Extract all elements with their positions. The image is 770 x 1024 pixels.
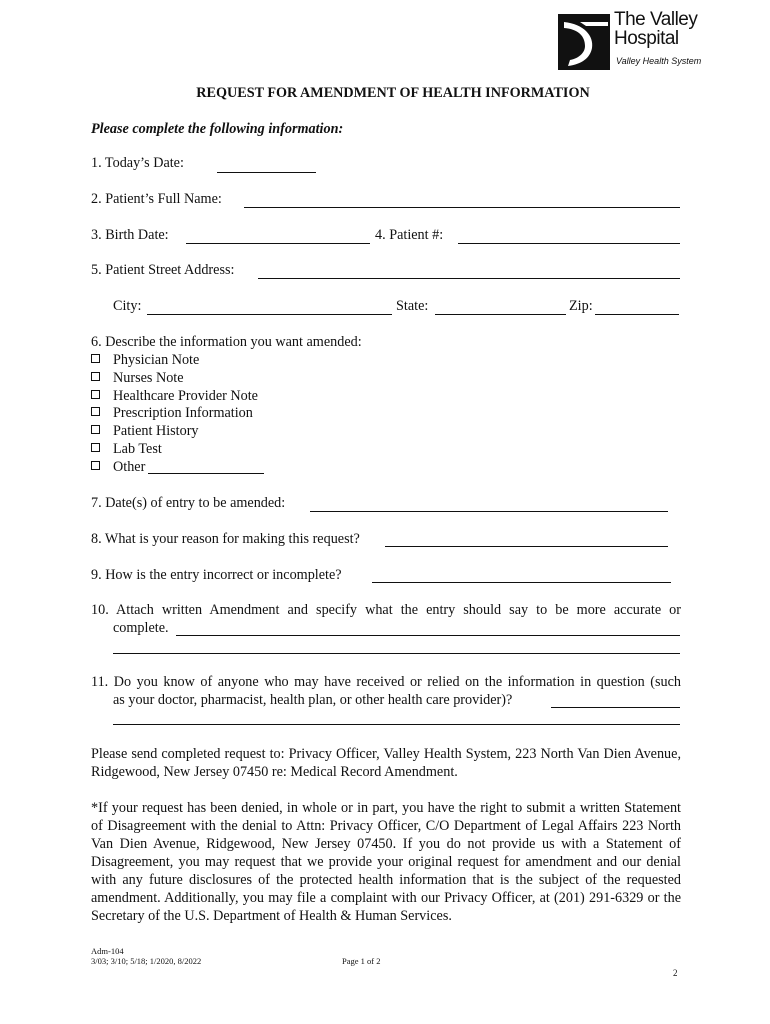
incorrect-field[interactable] [372, 582, 671, 583]
city-label: City: [113, 298, 142, 314]
checkbox[interactable] [91, 354, 100, 363]
others-relied-field-1[interactable] [551, 707, 680, 708]
logo-line-2: Hospital [614, 28, 679, 49]
form-id: Adm-104 [91, 946, 124, 956]
others-relied-label-2: as your doctor, pharmacist, health plan, or other health care provider)? [113, 692, 513, 708]
street-address-field[interactable] [258, 278, 680, 279]
list-item[interactable]: Physician Note [91, 352, 258, 370]
street-address-label: 5. Patient Street Address: [91, 262, 235, 278]
list-item[interactable]: Lab Test [91, 441, 258, 459]
checkbox[interactable] [91, 461, 100, 470]
reason-field[interactable] [385, 546, 668, 547]
reason-label: 8. What is your reason for making this request? [91, 531, 360, 547]
amendment-field-2[interactable] [113, 653, 680, 654]
entry-dates-field[interactable] [310, 511, 668, 512]
state-field[interactable] [435, 314, 566, 315]
patient-name-label: 2. Patient’s Full Name: [91, 191, 222, 207]
checkbox[interactable] [91, 407, 100, 416]
logo-line-3: Valley Health System [616, 56, 702, 66]
page-number: 2 [673, 968, 678, 978]
others-relied-label: 11. Do you know of anyone who may have received or relied on the information in question (such [91, 674, 681, 690]
denial-notice-paragraph: *If your request has been denied, in whole or in part, you have the right to submit a written Statement of Disagreement with the denial to Attn: Privacy Officer, C/O Department of Legal Affairs 223 North Van Dien Avenue, Ridgewood, New Jersey 07450. If you do not provide us with a Statement of Disagreement, you may request that we provide your original request for amendment and our denial with any future disclosures of the protected health information that is the subject of the requested amendment. Additionally, you may file a complaint with our Privacy Officer, at (201) 291-6329 or the Secretary of the U.S. Department of Health & Human Services. [91, 800, 681, 924]
patient-number-field[interactable] [458, 243, 680, 244]
city-field[interactable] [147, 314, 392, 315]
page-title: REQUEST FOR AMENDMENT OF HEALTH INFORMATION [196, 85, 590, 101]
revision-dates: 3/03; 3/10; 5/18; 1/2020, 8/2022 [91, 956, 202, 966]
birth-date-field[interactable] [186, 243, 370, 244]
complete-label: complete. [113, 620, 169, 636]
logo-line-1: The Valley [614, 9, 698, 30]
checkbox[interactable] [91, 443, 100, 452]
attach-amendment-label: 10. Attach written Amendment and specify what the entry should say to be more accurate or [91, 602, 681, 618]
list-item[interactable]: Other [91, 459, 258, 477]
incorrect-label: 9. How is the entry incorrect or incomplete? [91, 567, 342, 583]
others-relied-field-2[interactable] [113, 724, 680, 725]
send-to-paragraph: Please send completed request to: Privacy Officer, Valley Health System, 223 North Van Dien Avenue, Ridgewood, New Jersey 07450 re: Medical Record Amendment. [91, 746, 681, 780]
zip-field[interactable] [595, 314, 679, 315]
other-field[interactable] [148, 473, 264, 474]
zip-label: Zip: [569, 298, 593, 314]
birth-date-label: 3. Birth Date: [91, 227, 169, 243]
list-item[interactable]: Patient History [91, 423, 258, 441]
todays-date-label: 1. Today’s Date: [91, 155, 184, 171]
state-label: State: [396, 298, 429, 314]
todays-date-field[interactable] [217, 172, 316, 173]
patient-name-field[interactable] [244, 207, 680, 208]
amendment-field-1[interactable] [176, 635, 680, 636]
list-item[interactable]: Prescription Information [91, 405, 258, 423]
list-item[interactable]: Nurses Note [91, 370, 258, 388]
instructions-heading: Please complete the following information: [91, 121, 344, 137]
describe-info-label: 6. Describe the information you want amended: [91, 334, 362, 350]
patient-number-label: 4. Patient #: [375, 227, 444, 243]
checkbox[interactable] [91, 425, 100, 434]
entry-dates-label: 7. Date(s) of entry to be amended: [91, 495, 286, 511]
amend-options-list [91, 352, 258, 477]
checkbox[interactable] [91, 372, 100, 381]
page-indicator: Page 1 of 2 [342, 956, 381, 966]
valley-hospital-logo [558, 9, 718, 74]
list-item[interactable]: Healthcare Provider Note [91, 388, 258, 406]
checkbox[interactable] [91, 390, 100, 399]
